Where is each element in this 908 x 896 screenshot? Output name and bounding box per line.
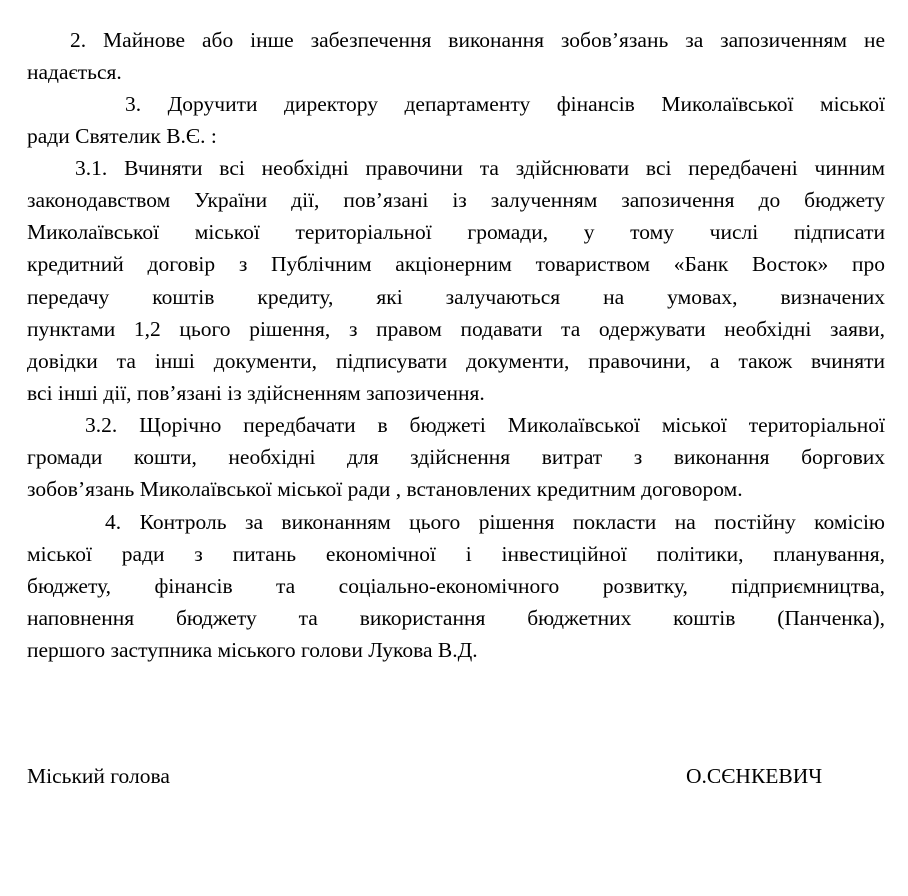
- paragraph-3-1-line-6: пунктами 1,2 цього рішення, з правом подавати та одержувати необхідні заяви,: [27, 317, 885, 341]
- paragraph-4-line-5: першого заступника міського голови Лукова В.Д.: [27, 638, 478, 662]
- paragraph-3-2-line-3: зобов’язань Миколаївської міської ради , встановлених кредитним договором.: [27, 477, 743, 501]
- paragraph-2-line-1: 2. Майнове або інше забезпечення виконання зобов’язань за запозиченням не: [70, 28, 885, 52]
- paragraph-3-1-line-8: всі інші дії, пов’язані із здійсненням запозичення.: [27, 381, 485, 405]
- paragraph-3-1-line-3: Миколаївської міської територіальної громади, у тому числі підписати: [27, 220, 885, 244]
- paragraph-3-line-1: 3. Доручити директору департаменту фінансів Миколаївської міської: [125, 92, 885, 116]
- signature-title: Міський голова: [27, 764, 170, 788]
- paragraph-3-2-line-1: 3.2. Щорічно передбачати в бюджеті Миколаївської міської територіальної: [85, 413, 885, 437]
- paragraph-4-line-3: бюджету, фінансів та соціально-економічного розвитку, підприємництва,: [27, 574, 885, 598]
- paragraph-4-line-4: наповнення бюджету та використання бюджетних коштів (Панченка),: [27, 606, 885, 630]
- paragraph-3-2-line-2: громади кошти, необхідні для здійснення витрат з виконання боргових: [27, 445, 885, 469]
- paragraph-3-line-2: ради Святелик В.Є. :: [27, 124, 217, 148]
- paragraph-3-1-line-7: довідки та інші документи, підписувати документи, правочини, а також вчиняти: [27, 349, 885, 373]
- paragraph-3-1-line-4: кредитний договір з Публічним акціонерним товариством «Банк Восток» про: [27, 252, 885, 276]
- paragraph-3-1-line-2: законодавством України дії, пов’язані із залученням запозичення до бюджету: [27, 188, 885, 212]
- paragraph-3-1-line-5: передачу коштів кредиту, які залучаються на умовах, визначених: [27, 285, 885, 309]
- signature-name: О.СЄНКЕВИЧ: [686, 764, 823, 788]
- paragraph-4-line-2: міської ради з питань економічної і інвестиційної політики, планування,: [27, 542, 885, 566]
- paragraph-3-1-line-1: 3.1. Вчиняти всі необхідні правочини та здійснювати всі передбачені чинним: [75, 156, 885, 180]
- paragraph-2-line-2: надається.: [27, 60, 122, 84]
- paragraph-4-line-1: 4. Контроль за виконанням цього рішення покласти на постійну комісію: [105, 510, 885, 534]
